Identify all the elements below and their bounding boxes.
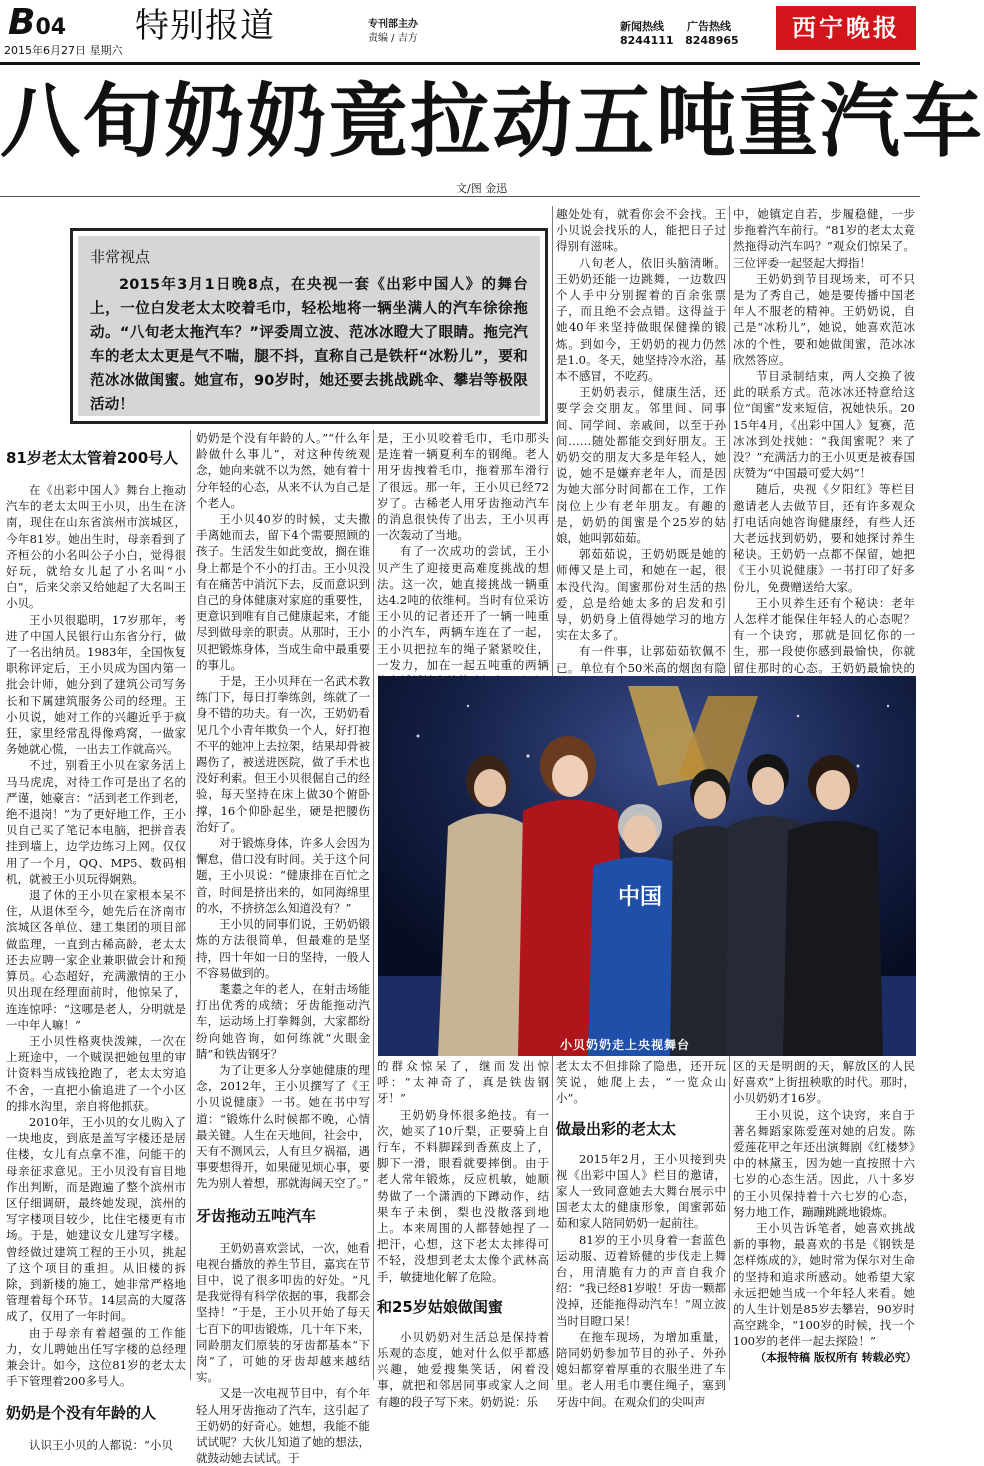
paragraph: 王奶奶到节目现场来，可不只是为了秀自己，她是要传播中国老年人不服老的精神。王奶奶说，自己是“冰粉儿”，她说，她喜欢范冰冰的个性，要和她做闺蜜，范冰冰欣然答应。 xyxy=(733,271,915,367)
editor-info: 专刊部主办 责编 / 吉方 xyxy=(368,19,418,44)
column-1 xyxy=(6,448,186,1454)
paragraph: 区的天是明朗的天，解放区的人民好喜欢”上街扭秧歌的时代。那时，小贝奶奶才16岁。 xyxy=(733,1059,915,1106)
column-4-bottom xyxy=(556,1058,726,1410)
column-5-bottom xyxy=(733,1058,915,1366)
column-4-top xyxy=(556,206,726,674)
byline: 文/图 金迅 xyxy=(456,182,508,195)
paragraph: 八旬老人，依旧头脑清晰。王奶奶还能一边跳舞，一边数四个人手中分别握着的百余张票子，而且绝不会点错。这得益于她40年来坚持做眼保健操的锻炼。到如今，王奶奶的视力仍然是1.0。冬天，她坚持冷水浴，基本不感冒，不吃药。 xyxy=(556,255,726,384)
column-3-bottom xyxy=(377,1058,549,1410)
column-3-top xyxy=(377,430,549,674)
paragraph: 随后，央视《夕阳红》等栏目邀请老人去做节目，还有许多观众打电话向她咨询健康经，有些人还大老远找到奶奶，要和她探讨养生秘诀。王奶奶一点都不保留，她把《王小贝说健康》一书打印了好多份儿，免费赠送给大家。 xyxy=(733,482,915,594)
paragraph: 王奶奶表示，健康生活，还要学会交朋友。邻里间、同事间、同学间、亲戚间，以至于孙间……随处都能交到好朋友。王奶奶交的朋友大多是年轻人，她说，她不是嫌弃老年人，而是因为她大部分时间都在工作，工作岗位上少有老年朋友。有趣的是，奶奶的闺蜜是个25岁的姑娘，她叫郭茹茹。 xyxy=(556,385,726,546)
paragraph: 王奶奶身怀很多绝技。有一次，她买了10斤梨，正要骑上自行车，不料脚踩到香蕉皮上了，脚下一滑，眼看就要摔倒。由于老人常年锻炼，反应机敏，她顺势做了一个潇洒的下蹲动作，结果车子未倒，梨也没散落到地上。本来周围的人都替她捏了一把汗，心想，这下老太太摔得可不轻，没想到老太太像个武林高手，敏捷地化解了危险。 xyxy=(377,1107,549,1284)
paragraph: 王小贝很聪明，17岁那年，考进了中国人民银行山东省分行，做了一名出纳员。1983年，全国恢复职称评定后，王小贝成为国内第一批会计师，她分到了建筑公司写务长和下属建筑服务公司的经理。王小贝说，她对工作的兴趣近乎于疯狂，家里经常乱得像鸡窝，一做家务她就心慌，一出去工作就高兴。 xyxy=(6,612,186,757)
paragraph: 认识王小贝的人都说：“小贝 xyxy=(29,1438,173,1453)
paragraph: 对于锻炼身体，许多人会因为懈怠，借口没有时间。关于这个问题，王小贝说：“健康排在百忙之首，时间是挤出来的，如同海绵里的水，不挤挤怎么知道没有？” xyxy=(196,836,370,915)
paragraph: 有一件事，让郭茹茹钦佩不已。单位有个50米高的烟囱有隐 xyxy=(556,644,726,675)
paragraph: 节目录制结束，两人交换了彼此的联系方式。范冰冰还特意给这位“闺蜜”发来短信，祝她快乐。2015年4月，《出彩中国人》复赛，范冰冰到处找她：“我闺蜜呢？来了没？”充满活力的王小贝更是被春国庆赞为“中国最可爱大妈”！ xyxy=(733,369,915,481)
header-rule xyxy=(0,62,920,65)
photo-caption: 小贝奶奶走上央视舞台 xyxy=(560,1038,691,1052)
paragraph: 在拖车现场，为增加重量，陪同奶奶参加节目的孙子、外孙媳妇都穿着厚重的衣服坐进了车里。老人用毛巾裹住绳子，塞到牙齿中间。在观众们的尖叫声 xyxy=(556,1329,726,1409)
paragraph: 由于母亲有着超强的工作能力，女儿聘她出任写字楼的总经理兼会计。如今，这位81岁的老太太手下管理着200多号人。 xyxy=(6,1325,186,1389)
paragraph: 奶奶是个没有年龄的人。”“什么年龄做什么事儿”，对这种传统观念，她向来就不以为然，她有着十分年轻的心态，从来不认为自己是个老人。 xyxy=(196,431,370,510)
subheading: 81岁老太太管着200号人 xyxy=(6,449,179,467)
paragraph: 2010年，王小贝的女儿购入了一块地皮，到底是盖写字楼还是居住楼，女儿有点拿不准，问能干的母亲征求意见。王小贝没有盲目地作出判断，而是跑遍了整个滨州市区仔细调研，最终她发现，滨州的写字楼项目较少，比住宅楼更有市场。于是，她建议女儿建写字楼。曾经做过建筑工程的王小贝，挑起了这个项目的重担。从旧楼的拆除，到新楼的施工，她非常严格地管理着每个环节。14层高的大厦落成了，仅用了一年时间。 xyxy=(6,1114,186,1324)
issue-date: 2015年6月27日 星期六 xyxy=(4,44,123,57)
hotlines: 新闻热线 广告热线 8244111 8248965 xyxy=(620,20,739,47)
subheading: 奶奶是个没有年龄的人 xyxy=(6,1404,157,1423)
paragraph: 81岁的王小贝身着一套蓝色运动服、迈着矫健的步伐走上舞台，用清脆有力的声音自我介绍：“我已经81岁啦！牙齿一颗都没掉，还能拖得动汽车！”周立波当时目瞪口呆！ xyxy=(556,1232,727,1328)
newspaper-logo: 西宁晚报 xyxy=(776,6,916,50)
paragraph: 王小贝40岁的时候，丈夫撒手离她而去，留下4个需要照顾的孩子。生活发生如此变故，搁在谁身上都是个不小的打击。王小贝没有在痛苦中消沉下去，反而意识到自己的身体健康对家庭的重要性，更意识到唯有自己健康起来，才能尽到做母亲的职责。从那时，王小贝把锻炼身体，当成生命中最重要的事儿。 xyxy=(196,512,370,672)
column-5-top xyxy=(733,206,915,674)
column-2 xyxy=(196,430,370,1466)
page-number: B04 xyxy=(8,2,67,43)
stage-photo-illustration xyxy=(378,676,916,1056)
paragraph: 是，王小贝咬着毛巾，毛巾那头是连着一辆夏利车的钢绳。老人用牙齿拽着毛巾，拖着那车滑行了很远。那一年，王小贝已经72岁了。古稀老人用牙齿拖动汽车的消息很快传了出去，王小贝再一次轰动了当地。 xyxy=(377,431,549,543)
paragraph: 耄耋之年的老人，在射击场能打出优秀的成绩；牙齿能拖动汽车，运动场上打拳舞剑，大家都纷纷向她咨询，如何练就“火眼金睛”和铁齿钢牙？ xyxy=(196,981,370,1061)
paragraph: 退了休的王小贝在家根本呆不住，从退休至今，她先后在济南市滨城区各单位、建工集团的项目部做监理，一直到古稀高龄，老太太还去应聘一家企业兼职做会计和预算员。心态超好，充满激情的王小贝出现在经理面前时，他惊呆了，连连惊呼：“这哪是老人，分明就是一中年人嘛！” xyxy=(6,888,186,1032)
paragraph: 王奶奶喜欢尝试，一次，她看电视台播放的养生节目，嘉宾在节目中，说了很多叩齿的好处。“凡是我觉得有科学依据的事，我都会坚持！”于是，王小贝开始了每天七百下的叩齿锻炼，几十年下来，同龄朋友们原装的牙齿都基本“下岗”了，可她的牙齿却越来越结实。 xyxy=(196,1240,370,1385)
column-divider xyxy=(190,430,191,1380)
paragraph: 趣处处有，就看你会不会找。王小贝说会找乐的人，能把日子过得别有滋味。 xyxy=(556,207,726,254)
article-photo xyxy=(378,676,916,1056)
lead-text: 2015年3月1日晚8点，在央视一套《出彩中国人》的舞台上，一位白发老太太咬着毛巾，轻松地将一辆坐满人的汽车徐徐拖动。“八旬老太拖汽车？”评委周立波、范冰冰瞪大了眼睛。拖完汽车的老太太更是气不喘，腿不抖，直称自己是铁杆“冰粉儿”，要和范冰冰做闺蜜。她宣布，90岁时，她还要去挑战跳伞、攀岩等极限活动！ xyxy=(90,277,528,413)
paragraph: 于是，王小贝拜在一名武术教练门下，每日打拳练剑，练就了一身不错的功夫。有一次，王奶奶看见几个小青年欺负一个人，好打抱不平的她冲上去拉架，结果却骨被踢伤了，被送进医院，做了手术也没好利索。但王小贝很倔自己的经验，每天坚持在床上做30个俯卧撑，16个仰卧起坐，硬是把腰伤治好了。 xyxy=(196,674,370,834)
paragraph: 不过，别看王小贝在家务活上马马虎虎，对待工作可是出了名的严谨，她豪言：“活到老工作到老，绝不退岗！”为了更好地工作，王小贝自己买了笔记本电脑，把拼音表挂到墙上，边学边练习上网。仅仅用了一个月，QQ、MP5、数码相机，就被王小贝玩得娴熟。 xyxy=(6,758,186,886)
paragraph: 老太太不但排除了隐患，还开玩笑说，她爬上去，“一览众山小”。 xyxy=(556,1059,726,1106)
headline-rule xyxy=(0,196,920,197)
section-title: 特别报道 xyxy=(135,6,275,46)
subheading: 和25岁姑娘做闺蜜 xyxy=(377,1297,503,1316)
paragraph: 有了一次成功的尝试，王小贝产生了迎接更高难度挑战的想法。这一次，她直接挑战一辆重达4.2吨的依维柯。当时有位采访王小贝的记者还开了一辆一吨重的小汽车，两辆车连在了一起，王小贝把拉车的绳子紧紧咬住，一发力，加在一起五吨重的两辆 xyxy=(377,544,549,672)
paragraph: 王小贝说，这个诀窍，来自于著名舞蹈家陈爱莲对她的启发。陈爱莲花甲之年还出演舞剧《红楼梦》中的林黛玉，因为她一直按照十六七岁的心态生活。因此，八十多岁的王小贝保持着十六七岁的心态，努力地工作，蹦蹦跳跳地锻炼。 xyxy=(733,1107,915,1219)
paragraph: 郭茹茹说，王奶奶既是她的师傅又是上司，和她在一起，很本没代沟。闺蜜那份对生活的热爱，总是给她太多的启发和引导，奶奶身上值得她学习的地方实在太多了。 xyxy=(556,547,726,643)
copyright-note: （本报特稿 版权所有 转载必究） xyxy=(755,1350,917,1364)
subheading: 牙齿拖动五吨汽车 xyxy=(196,1206,317,1225)
headline: 八旬奶奶竟拉动五吨重汽车 xyxy=(0,75,984,168)
column-divider xyxy=(373,430,374,1380)
lead-title: 非常视点 xyxy=(90,248,151,266)
subheading: 做最出彩的老太太 xyxy=(556,1119,677,1138)
paragraph: 又是一次电视节目中，有个年轻人用牙齿拖动了汽车，这引起了王奶奶的好奇心。她想，我能不能试试呢？大伙儿知道了她的想法，就鼓动她去试试。于 xyxy=(196,1386,370,1466)
paragraph: 在《出彩中国人》舞台上拖动汽车的老太太叫王小贝，出生在济南，现住在山东省滨州市滨城区，今年81岁。她出生时，母亲看到了齐桓公的小名叫公子小白，觉得很好玩，就给女儿起了小名叫“小白”，后来父亲又给她起了大名叫王小贝。 xyxy=(6,483,186,611)
paragraph: 中，她镇定自若，步履稳健，一步步拖着汽车前行。“81岁的老太太竟然拖得动汽车吗？”观众们惊呆了。三位评委一起竖起大拇指！ xyxy=(733,207,915,270)
paragraph: 王小贝性格爽快泼辣，一次在上班途中，一个贼误把她包里的审计资料当成钱抢跑了，老太太穷追不舍，一直把小偷追进了一个小区的排水沟里，亲自将他抓获。 xyxy=(6,1033,186,1113)
paragraph: 为了让更多人分享她健康的理念，2012年，王小贝撰写了《王小贝说健康》一书。她在书中写道：“锻炼什么时候都不晚，心情最关键。人生在天地间，社会中，天有不测风云，人有旦夕祸福，遇事要想得开，如果碰见烦心事，要先为别人着想，那就海阔天空了。” xyxy=(196,1062,370,1191)
paragraph: 2015年2月，王小贝接到央视《出彩中国人》栏目的邀请，家人一致同意她去大舞台展示中国老太太的健康形象，闺蜜郭茹茹和家人陪同奶奶一起前往。 xyxy=(556,1151,726,1231)
masthead xyxy=(0,0,920,62)
lead-box xyxy=(70,228,548,424)
shirt-text: 中国 xyxy=(617,885,663,910)
paragraph: 王小贝养生还有个秘诀：老年人怎样才能保住年轻人的心态呢？有一个诀窍，那就是回忆你的一生，那一段使你感到最愉快，你就留住那时的心态。王奶奶最愉快的 xyxy=(733,595,915,675)
paragraph: 小贝奶奶对生活总是保持着乐观的态度，她对什么似乎都感兴趣，她爱搜集笑话，闲着没事，就把和邻居同事或家人之间有趣的段子写下来。奶奶说：乐 xyxy=(377,1329,549,1409)
paragraph: 王小贝的同事们说，王奶奶锻炼的方法很简单，但最难的是坚持，四十年如一日的坚持，一般人不容易做到的。 xyxy=(196,917,370,980)
paragraph: 的群众惊呆了，继而发出惊呼：“太神奇了，真是铁齿钢牙！” xyxy=(377,1059,549,1106)
paragraph: 王小贝告诉笔者，她喜欢挑战新的事物，最喜欢的书是《钢铁是怎样炼成的》，她时常为保尔对生命的坚持和追求所感动。她希望大家永远把她当成一个年轻人来看。她的人生计划是85岁去攀岩，90岁时高空跳伞，“100岁的时候，找一个100岁的老伴一起去探险！” xyxy=(733,1221,915,1349)
